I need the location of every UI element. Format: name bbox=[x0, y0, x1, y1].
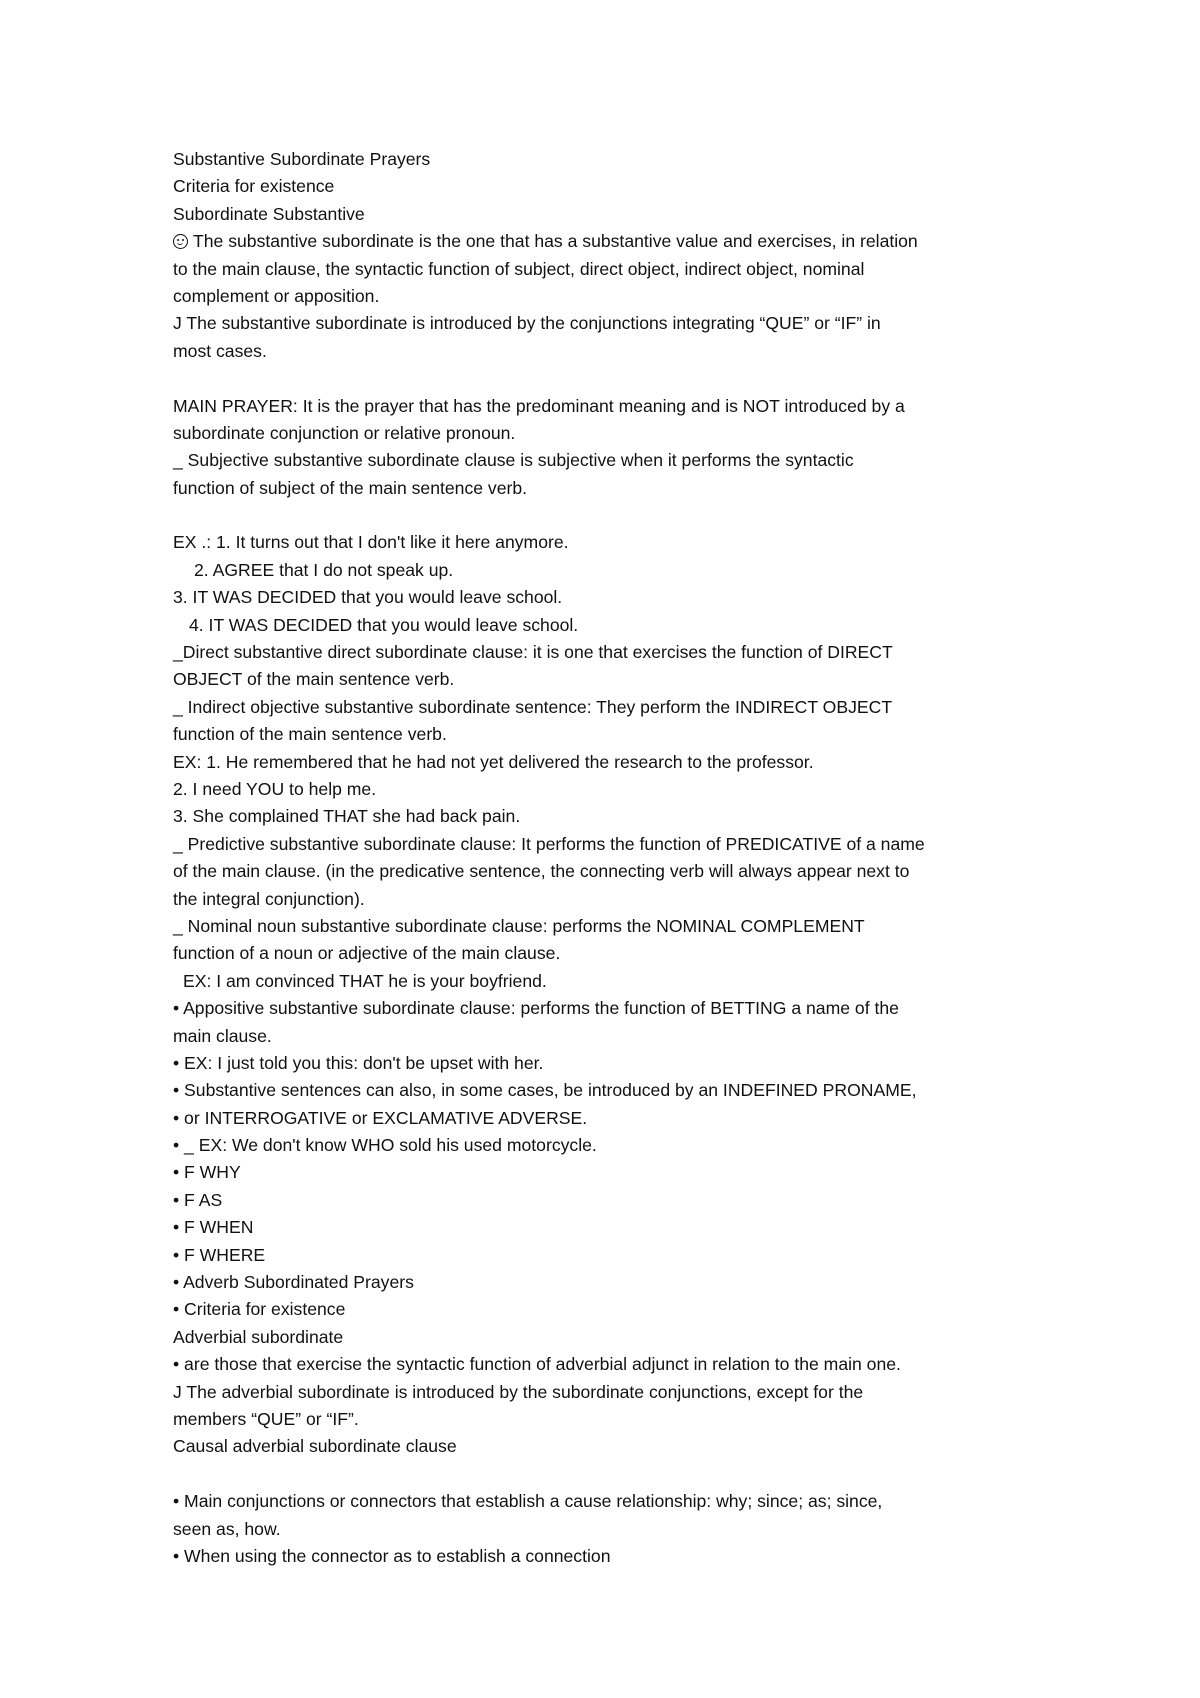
text-line: • Substantive sentences can also, in some cases, be introduced by an INDEFINED PRONAME, bbox=[173, 1080, 917, 1101]
text-line: seen as, how. bbox=[173, 1518, 281, 1539]
text-line: 2. AGREE that I do not speak up. bbox=[194, 559, 454, 580]
text-line: _ Predictive substantive subordinate clause: It performs the function of PREDICATIVE of a name bbox=[173, 833, 925, 854]
document-body bbox=[173, 146, 1053, 1570]
text-line: function of subject of the main sentence verb. bbox=[173, 477, 528, 498]
blank-line bbox=[173, 502, 1053, 529]
text-line: MAIN PRAYER: It is the prayer that has the predominant meaning and is NOT introduced by a bbox=[173, 395, 905, 416]
text-line: function of a noun or adjective of the main clause. bbox=[173, 943, 561, 964]
text-line: _Direct substantive direct subordinate clause: it is one that exercises the function of DIRECT bbox=[173, 642, 893, 663]
text-line: EX .: 1. It turns out that I don't like it here anymore. bbox=[173, 532, 569, 553]
text-line: main clause. bbox=[173, 1025, 272, 1046]
text-line: EX: I am convinced THAT he is your boyfriend. bbox=[183, 970, 547, 991]
text-line: • EX: I just told you this: don't be upset with her. bbox=[173, 1052, 544, 1073]
text-line: 4. IT WAS DECIDED that you would leave school. bbox=[189, 614, 579, 635]
text-line: EX: 1. He remembered that he had not yet delivered the research to the professor. bbox=[173, 751, 814, 772]
text-line: • F AS bbox=[173, 1189, 223, 1210]
text-line: Subordinate Substantive bbox=[173, 203, 365, 224]
text-line: 3. IT WAS DECIDED that you would leave school. bbox=[173, 587, 563, 608]
text-line: • or INTERROGATIVE or EXCLAMATIVE ADVERSE. bbox=[173, 1107, 588, 1128]
text-line: • F WHEN bbox=[173, 1217, 254, 1238]
text-line: complement or apposition. bbox=[173, 285, 380, 306]
text-line: the integral conjunction). bbox=[173, 888, 365, 909]
title-line: Substantive Subordinate Prayers bbox=[173, 149, 431, 169]
text-line: _ Nominal noun substantive subordinate clause: performs the NOMINAL COMPLEMENT bbox=[173, 915, 865, 936]
text-line: of the main clause. (in the predicative sentence, the connecting verb will always appear next to bbox=[173, 861, 910, 882]
text-line: members “QUE” or “IF”. bbox=[173, 1408, 359, 1429]
text-line: • When using the connector as to establish a connection bbox=[173, 1545, 611, 1566]
text-line: • F WHY bbox=[173, 1162, 241, 1183]
text-line: • Criteria for existence bbox=[173, 1299, 346, 1320]
text-line: 2. I need YOU to help me. bbox=[173, 778, 377, 799]
text-line: function of the main sentence verb. bbox=[173, 724, 447, 745]
text-line: • Main conjunctions or connectors that establish a cause relationship: why; since; as; since, bbox=[173, 1491, 883, 1512]
text-line: • _ EX: We don't know WHO sold his used motorcycle. bbox=[173, 1135, 597, 1156]
text-line: J The substantive subordinate is introduced by the conjunctions integrating “QUE” or “IF” in bbox=[173, 313, 881, 334]
text-line: OBJECT of the main sentence verb. bbox=[173, 669, 455, 690]
text-line: 3. She complained THAT she had back pain. bbox=[173, 806, 521, 827]
text-line-content: The substantive subordinate is the one that has a substantive value and exercises, in relation bbox=[193, 231, 918, 252]
text-line: • Appositive substantive subordinate clause: performs the function of BETTING a name of the bbox=[173, 998, 899, 1019]
smiley-icon bbox=[173, 234, 188, 249]
blank-line bbox=[173, 365, 1053, 392]
text-line bbox=[173, 228, 1053, 255]
text-line: subordinate conjunction or relative pronoun. bbox=[173, 422, 516, 443]
text-line: • are those that exercise the syntactic function of adverbial adjunct in relation to the main one. bbox=[173, 1354, 901, 1375]
text-line: • F WHERE bbox=[173, 1244, 266, 1265]
text-line: most cases. bbox=[173, 340, 267, 361]
text-line: • Adverb Subordinated Prayers bbox=[173, 1272, 414, 1293]
text-line: to the main clause, the syntactic function of subject, direct object, indirect object, nominal bbox=[173, 258, 865, 279]
text-line: Adverbial subordinate bbox=[173, 1326, 344, 1347]
text-line: J The adverbial subordinate is introduced by the subordinate conjunctions, except for the bbox=[173, 1381, 864, 1402]
text-line: _ Subjective substantive subordinate clause is subjective when it performs the syntactic bbox=[173, 450, 854, 471]
text-line: Criteria for existence bbox=[173, 176, 335, 197]
text-line: Causal adverbial subordinate clause bbox=[173, 1436, 457, 1457]
blank-line bbox=[173, 1461, 1053, 1488]
text-line: _ Indirect objective substantive subordinate sentence: They perform the INDIRECT OBJECT bbox=[173, 696, 893, 717]
